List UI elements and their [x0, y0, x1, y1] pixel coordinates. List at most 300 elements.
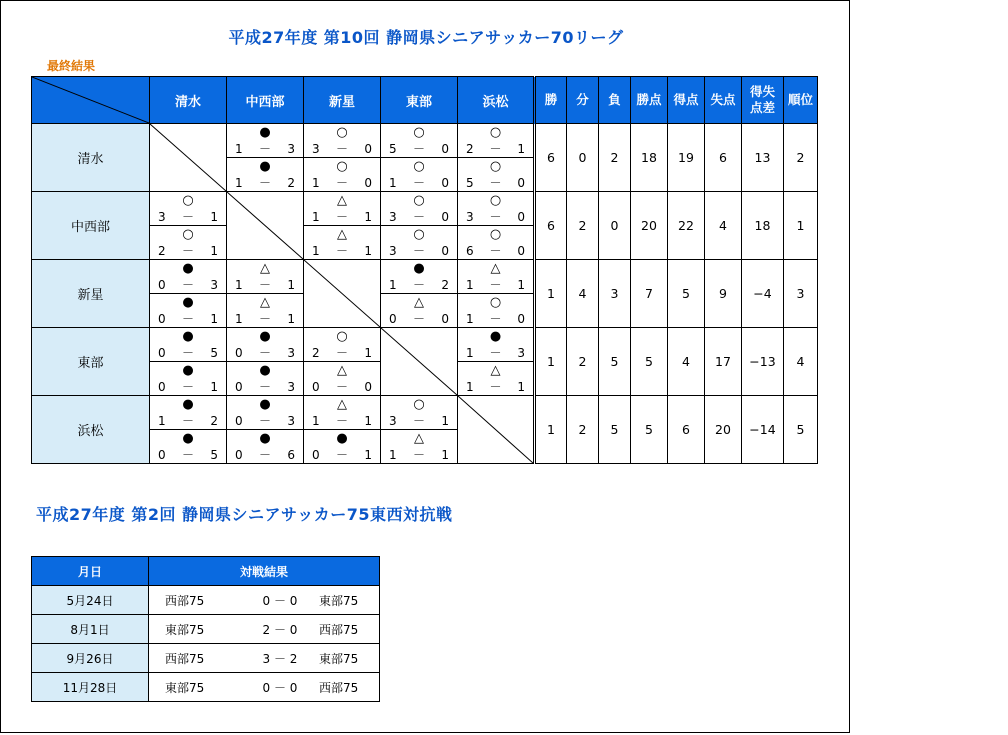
- goals-for: 0: [312, 448, 320, 462]
- goals-against: 2: [210, 414, 218, 428]
- stat-value: 18: [631, 124, 668, 192]
- match-results-table: [31, 556, 380, 702]
- goals-for: 0: [158, 278, 166, 292]
- stat-value: 13: [742, 124, 784, 192]
- result-mark-icon: ●: [259, 125, 271, 140]
- game-score: [304, 346, 380, 360]
- stat-column-header: 負: [599, 77, 631, 124]
- score-dash: －: [412, 176, 425, 190]
- match-result-cell: [304, 328, 381, 396]
- home-team: 西部75: [165, 651, 205, 666]
- game-score: [227, 176, 303, 190]
- game-result: [227, 260, 303, 293]
- game-result: [381, 260, 457, 293]
- result-mark-icon: ○: [489, 125, 502, 140]
- goals-for: 2: [158, 244, 166, 258]
- game-result: [227, 328, 303, 361]
- stat-value: 5: [599, 328, 631, 396]
- game-result: [227, 361, 303, 395]
- game-score: [458, 176, 533, 190]
- result-mark-icon: ○: [413, 159, 425, 174]
- match-result-pair: [381, 260, 457, 327]
- game-score: [381, 278, 457, 292]
- game-result: [458, 328, 533, 361]
- stat-value: 1: [535, 260, 567, 328]
- match-result-cell: [381, 192, 458, 260]
- game-score: [458, 380, 533, 394]
- result-mark-icon: ●: [489, 329, 502, 344]
- team-column-header: 清水: [150, 77, 227, 124]
- goals-against: 0: [441, 210, 449, 224]
- game-result: [227, 124, 303, 157]
- game-score: [381, 448, 457, 462]
- goals-against: 3: [287, 142, 295, 156]
- game-result: [227, 396, 303, 429]
- goals-against: 1: [441, 448, 449, 462]
- game-result: [304, 124, 380, 157]
- stat-value: 5: [599, 396, 631, 464]
- home-team: 東部75: [165, 622, 205, 637]
- game-result: [381, 157, 457, 191]
- goals-against: 1: [210, 380, 218, 394]
- result-mark-icon: ●: [182, 397, 194, 412]
- goals-against: 1: [517, 380, 525, 394]
- goals-for: 1: [312, 414, 320, 428]
- game-score: [304, 414, 380, 428]
- match-result-cell: [304, 124, 381, 192]
- game-score: [150, 346, 226, 360]
- score-dash: －: [181, 244, 194, 258]
- home-team: 西部75: [165, 593, 205, 608]
- stat-value: 7: [631, 260, 668, 328]
- match-result-cell: [381, 124, 458, 192]
- game-result: [458, 361, 533, 395]
- result-mark-icon: ●: [182, 363, 194, 378]
- stat-value: 3: [599, 260, 631, 328]
- matches-header-row: [32, 557, 380, 586]
- match-result-pair: [304, 192, 380, 259]
- goals-against: 0: [364, 142, 372, 156]
- diagonal-line: [458, 396, 533, 463]
- goals-for: 1: [235, 176, 243, 190]
- match-date: 9月26日: [32, 644, 149, 673]
- game-result: [458, 260, 533, 293]
- result-mark-icon: △: [337, 397, 347, 412]
- match-result-cell: [227, 396, 304, 464]
- score-dash: －: [181, 312, 194, 326]
- match-result-cell: [304, 192, 381, 260]
- goals-against: 1: [364, 448, 372, 462]
- team-row: [32, 192, 818, 260]
- stat-column-header: 勝点: [631, 77, 668, 124]
- game-result: [304, 429, 380, 463]
- score-dash: －: [258, 176, 271, 190]
- result-mark-icon: ●: [259, 159, 271, 174]
- diagonal-line: [227, 192, 303, 259]
- score-dash: －: [181, 278, 194, 292]
- match-result-cell: [458, 328, 535, 396]
- result-mark-icon: ○: [489, 159, 502, 174]
- home-team: 東部75: [165, 680, 205, 695]
- match-result: [149, 586, 380, 615]
- match-result-cell: [227, 124, 304, 192]
- score-dash: －: [412, 142, 425, 156]
- stat-value: 5: [784, 396, 818, 464]
- score-dash: －: [412, 312, 425, 326]
- match-result: [149, 615, 380, 644]
- score-dash: －: [412, 448, 425, 462]
- game-result: [150, 293, 226, 327]
- game-score: [227, 312, 303, 326]
- result-mark-icon: ○: [413, 193, 425, 208]
- goals-against: 0: [517, 312, 525, 326]
- self-match-cell: [227, 192, 304, 260]
- match-result-cell: [150, 260, 227, 328]
- game-score: [227, 380, 303, 394]
- goals-against: 1: [364, 346, 372, 360]
- game-score: [304, 142, 380, 156]
- goals-against: 1: [364, 414, 372, 428]
- match-result-pair: [150, 328, 226, 395]
- match-result-cell: [227, 328, 304, 396]
- game-score: [150, 448, 226, 462]
- stat-value: 2: [567, 328, 599, 396]
- result-mark-icon: △: [337, 227, 347, 242]
- game-score: [227, 448, 303, 462]
- self-match-cell: [381, 328, 458, 396]
- goals-against: 1: [517, 278, 525, 292]
- team-row-label: 浜松: [32, 396, 150, 464]
- goals-against: 1: [210, 312, 218, 326]
- result-mark-icon: ○: [336, 159, 348, 174]
- stat-value: 20: [631, 192, 668, 260]
- final-results-label: 最終結果: [47, 59, 96, 73]
- stat-value: 4: [567, 260, 599, 328]
- stat-column-header: 得点: [668, 77, 705, 124]
- team-column-header: 新星: [304, 77, 381, 124]
- goals-for: 1: [389, 176, 397, 190]
- stat-value: 4: [784, 328, 818, 396]
- match-result-pair: [227, 124, 303, 191]
- match-result: [149, 644, 380, 673]
- score-dash: －: [258, 142, 271, 156]
- goals-against: 5: [210, 346, 218, 360]
- goals-against: 2: [441, 278, 449, 292]
- match-score: 2 － 0: [262, 622, 298, 637]
- game-result: [381, 396, 457, 429]
- match-result-pair: [227, 328, 303, 395]
- game-result: [381, 192, 457, 225]
- game-score: [227, 346, 303, 360]
- game-result: [150, 328, 226, 361]
- result-mark-icon: ●: [259, 431, 271, 446]
- stat-column-header: 得失 点差: [742, 77, 784, 124]
- stat-value: 1: [535, 396, 567, 464]
- game-score: [304, 176, 380, 190]
- stat-value: 5: [631, 396, 668, 464]
- game-score: [304, 380, 380, 394]
- team-row-label: 清水: [32, 124, 150, 192]
- game-score: [381, 210, 457, 224]
- match-result-cell: [458, 192, 535, 260]
- score-dash: －: [335, 448, 348, 462]
- match-result-line: [149, 650, 379, 667]
- goals-for: 1: [466, 278, 474, 292]
- away-team: 東部75: [319, 651, 359, 666]
- result-mark-icon: ●: [259, 363, 271, 378]
- score-dash: －: [181, 448, 194, 462]
- game-result: [458, 192, 533, 225]
- goals-against: 0: [441, 142, 449, 156]
- away-team: 西部75: [319, 680, 359, 695]
- self-match-cell: [150, 124, 227, 192]
- league-title: 平成27年度 第10回 静岡県シニアサッカー70リーグ: [228, 28, 624, 47]
- game-score: [227, 278, 303, 292]
- match-result: [149, 673, 380, 702]
- result-mark-icon: △: [260, 261, 270, 276]
- diagonal-line: [304, 260, 380, 327]
- goals-for: 1: [466, 312, 474, 326]
- match-score: 0 － 0: [262, 680, 298, 695]
- game-score: [381, 244, 457, 258]
- result-mark-icon: ●: [182, 261, 194, 276]
- goals-for: 0: [158, 448, 166, 462]
- goals-against: 3: [287, 380, 295, 394]
- score-dash: －: [489, 176, 502, 190]
- diagonal-line: [150, 124, 226, 191]
- goals-for: 2: [466, 142, 474, 156]
- game-score: [150, 210, 226, 224]
- game-score: [304, 244, 380, 258]
- stat-value: 5: [668, 260, 705, 328]
- game-score: [458, 142, 533, 156]
- game-score: [227, 414, 303, 428]
- stat-value: 0: [567, 124, 599, 192]
- goals-for: 2: [312, 346, 320, 360]
- match-result-pair: [227, 396, 303, 463]
- goals-for: 1: [312, 210, 320, 224]
- goals-for: 3: [466, 210, 474, 224]
- match-result-pair: [304, 396, 380, 463]
- goals-against: 3: [517, 346, 525, 360]
- stat-value: 2: [567, 192, 599, 260]
- score-dash: －: [335, 414, 348, 428]
- match-result-cell: [381, 396, 458, 464]
- score-dash: －: [258, 278, 271, 292]
- match-result-cell: [150, 396, 227, 464]
- result-mark-icon: ○: [489, 193, 502, 208]
- goals-against: 3: [210, 278, 218, 292]
- date-column-header: 月日: [32, 557, 149, 586]
- league-header-row: [32, 77, 818, 124]
- result-column-header: 対戦結果: [149, 557, 380, 586]
- game-result: [227, 157, 303, 191]
- goals-for: 3: [389, 244, 397, 258]
- goals-for: 0: [158, 312, 166, 326]
- game-result: [150, 225, 226, 259]
- match-result-line: [149, 621, 379, 638]
- stat-value: 3: [784, 260, 818, 328]
- goals-against: 0: [441, 244, 449, 258]
- game-result: [227, 429, 303, 463]
- game-score: [458, 312, 533, 326]
- away-team: 東部75: [319, 593, 359, 608]
- game-score: [381, 142, 457, 156]
- header-corner-cell: [32, 77, 150, 124]
- stat-value: 22: [668, 192, 705, 260]
- result-mark-icon: ●: [182, 295, 194, 310]
- result-mark-icon: ●: [259, 329, 271, 344]
- goals-against: 6: [287, 448, 295, 462]
- match-result-pair: [304, 328, 380, 395]
- goals-for: 5: [389, 142, 397, 156]
- match-score: 0 － 0: [262, 593, 298, 608]
- score-dash: －: [489, 210, 502, 224]
- team-column-header: 東部: [381, 77, 458, 124]
- stat-value: 19: [668, 124, 705, 192]
- stat-value: −13: [742, 328, 784, 396]
- match-result-cell: [381, 260, 458, 328]
- match-result-pair: [381, 192, 457, 259]
- goals-for: 3: [312, 142, 320, 156]
- match-result-cell: [150, 328, 227, 396]
- goals-against: 0: [364, 176, 372, 190]
- game-score: [227, 142, 303, 156]
- game-score: [150, 312, 226, 326]
- self-match-cell: [458, 396, 535, 464]
- match-result-pair: [458, 260, 533, 327]
- goals-against: 0: [517, 176, 525, 190]
- stat-value: 1: [535, 328, 567, 396]
- game-result: [458, 293, 533, 327]
- match-result-line: [149, 679, 379, 696]
- game-result: [381, 429, 457, 463]
- stat-value: 6: [668, 396, 705, 464]
- goals-against: 1: [287, 278, 295, 292]
- score-dash: －: [258, 346, 271, 360]
- team-row: [32, 396, 818, 464]
- score-dash: －: [335, 380, 348, 394]
- score-dash: －: [335, 210, 348, 224]
- goals-for: 3: [389, 414, 397, 428]
- score-dash: －: [412, 414, 425, 428]
- score-dash: －: [489, 312, 502, 326]
- game-result: [304, 157, 380, 191]
- game-score: [381, 414, 457, 428]
- team-row-label: 東部: [32, 328, 150, 396]
- match-result-cell: [458, 260, 535, 328]
- score-dash: －: [489, 380, 502, 394]
- result-mark-icon: ○: [413, 125, 425, 140]
- match-result-pair: [150, 192, 226, 259]
- stat-column-header: 順位: [784, 77, 818, 124]
- goals-for: 0: [158, 380, 166, 394]
- game-result: [458, 124, 533, 157]
- stat-value: 2: [599, 124, 631, 192]
- result-mark-icon: ○: [413, 397, 425, 412]
- goals-for: 3: [158, 210, 166, 224]
- stat-value: 6: [535, 124, 567, 192]
- score-dash: －: [335, 244, 348, 258]
- match-row: [32, 673, 380, 702]
- goals-against: 1: [517, 142, 525, 156]
- score-dash: －: [335, 142, 348, 156]
- game-score: [304, 448, 380, 462]
- goals-for: 0: [235, 346, 243, 360]
- result-mark-icon: △: [337, 363, 347, 378]
- game-score: [381, 312, 457, 326]
- goals-against: 3: [287, 346, 295, 360]
- goals-against: 0: [517, 244, 525, 258]
- stat-value: −14: [742, 396, 784, 464]
- game-result: [381, 293, 457, 327]
- team-row: [32, 328, 818, 396]
- goals-against: 2: [287, 176, 295, 190]
- goals-for: 1: [466, 346, 474, 360]
- match-result-pair: [150, 260, 226, 327]
- goals-against: 1: [364, 210, 372, 224]
- game-score: [150, 414, 226, 428]
- stat-value: 2: [567, 396, 599, 464]
- score-dash: －: [335, 176, 348, 190]
- result-mark-icon: △: [490, 261, 501, 276]
- match-result-pair: [150, 396, 226, 463]
- game-result: [150, 396, 226, 429]
- game-score: [458, 278, 533, 292]
- goals-for: 1: [312, 176, 320, 190]
- self-match-cell: [304, 260, 381, 328]
- goals-against: 1: [210, 210, 218, 224]
- match-row: [32, 644, 380, 673]
- game-result: [150, 192, 226, 225]
- game-score: [304, 210, 380, 224]
- game-result: [304, 192, 380, 225]
- result-mark-icon: ●: [336, 431, 348, 446]
- game-score: [150, 244, 226, 258]
- corner-diagonal-line: [32, 77, 149, 123]
- team-column-header: 浜松: [458, 77, 535, 124]
- score-dash: －: [489, 346, 502, 360]
- game-score: [458, 244, 533, 258]
- result-mark-icon: △: [260, 295, 270, 310]
- score-dash: －: [489, 244, 502, 258]
- goals-against: 0: [364, 380, 372, 394]
- team-row-label: 新星: [32, 260, 150, 328]
- match-row: [32, 586, 380, 615]
- stat-column-header: 分: [567, 77, 599, 124]
- score-dash: －: [181, 210, 194, 224]
- game-result: [381, 124, 457, 157]
- match-date: 11月28日: [32, 673, 149, 702]
- stat-value: 18: [742, 192, 784, 260]
- stat-value: 2: [784, 124, 818, 192]
- match-score: 3 － 2: [262, 651, 298, 666]
- goals-for: 1: [466, 380, 474, 394]
- match-row: [32, 615, 380, 644]
- result-mark-icon: ●: [182, 329, 194, 344]
- game-score: [458, 210, 533, 224]
- score-dash: －: [258, 448, 271, 462]
- game-result: [150, 361, 226, 395]
- stat-value: 6: [705, 124, 742, 192]
- score-dash: －: [489, 278, 502, 292]
- goals-for: 1: [158, 414, 166, 428]
- result-mark-icon: ○: [336, 125, 348, 140]
- goals-for: 1: [312, 244, 320, 258]
- game-result: [150, 260, 226, 293]
- stat-value: 4: [705, 192, 742, 260]
- score-dash: －: [412, 210, 425, 224]
